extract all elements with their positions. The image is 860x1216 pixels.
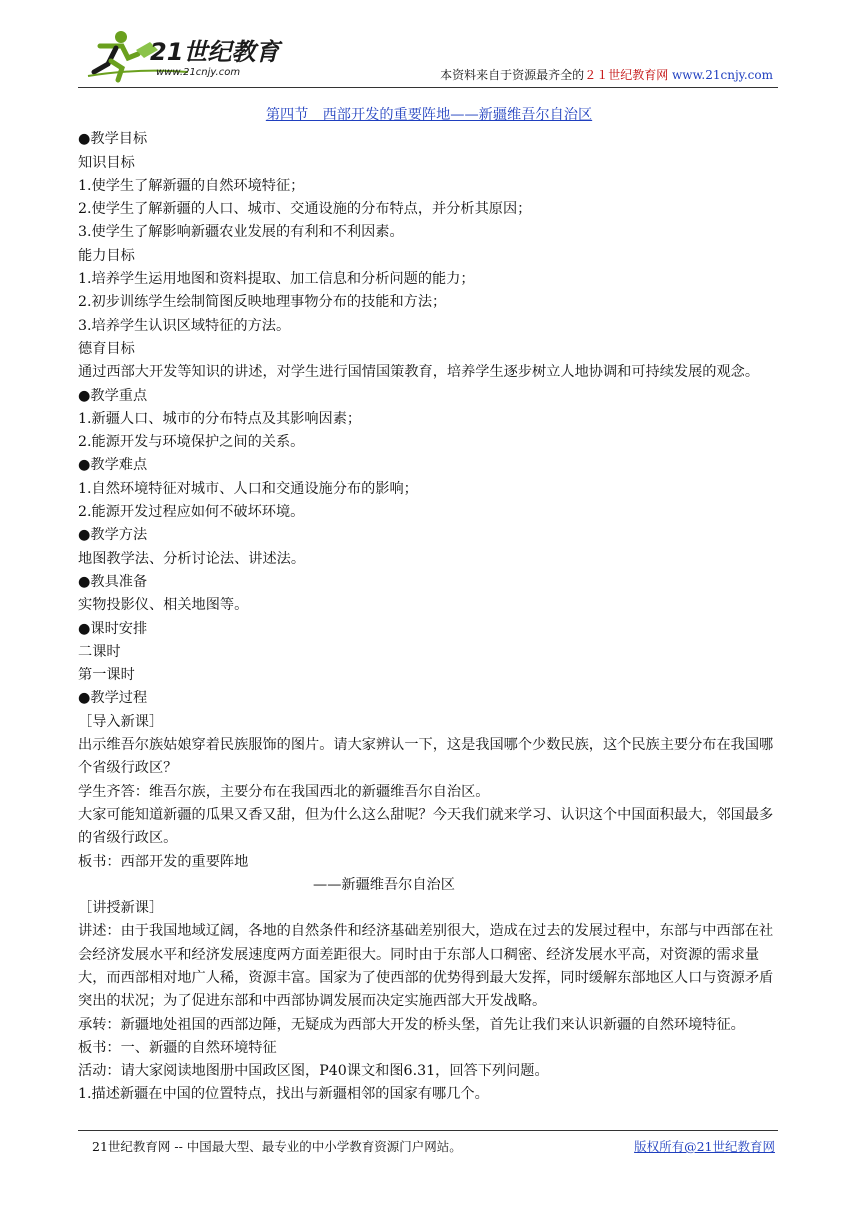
- text-line: 二课时: [78, 643, 121, 660]
- sub-heading: 能力目标: [78, 247, 135, 264]
- text-line: 3.培养学生认识区域特征的方法。: [78, 317, 291, 334]
- text-line: 学生齐答：维吾尔族，主要分布在我国西北的新疆维吾尔自治区。: [78, 783, 490, 800]
- logo-url: www.21cnjy.com: [156, 67, 241, 78]
- footer-divider: [78, 1130, 778, 1131]
- header-note-url[interactable]: www.21cnjy.com: [672, 68, 773, 82]
- logo-text: 21世纪教育: [150, 38, 280, 66]
- section-heading: ●教学方法: [78, 527, 148, 544]
- section-heading: ●课时安排: [78, 620, 148, 637]
- header-note-prefix: 本资料来自于资源最齐全的: [440, 68, 585, 82]
- text-line: 2.能源开发过程应如何不破坏环境。: [78, 504, 305, 521]
- bracket-heading: ［导入新课］: [78, 713, 164, 730]
- text-line: 活动：请大家阅读地图册中国政区图，P40课文和图6.31，回答下列问题。: [78, 1063, 549, 1080]
- text-line: 3.使学生了解影响新疆农业发展的有利和不利因素。: [78, 224, 404, 241]
- footer-site-description: 21世纪教育网 -- 中国最大型、最专业的中小学教育资源门户网站。: [92, 1139, 462, 1154]
- section-heading: ●教学目标: [78, 131, 148, 148]
- text-paragraph: 承转：新疆地处祖国的西部边陲，无疑成为西部大开发的桥头堡，首先让我们来认识新疆的自然环境特征。: [78, 1016, 745, 1033]
- header-source-note: [440, 66, 773, 83]
- section-heading: ●教具准备: [78, 573, 148, 590]
- text-paragraph: 大家可能知道新疆的瓜果又香又甜，但为什么这么甜呢？今天我们就来学习、认识这个中国面积最大，邻国最多的省级行政区。: [78, 806, 774, 847]
- text-line: 板书：一、新疆的自然环境特征: [78, 1039, 277, 1056]
- sub-heading: 德育目标: [78, 340, 135, 357]
- text-line: ——新疆维吾尔自治区: [313, 876, 455, 893]
- text-line: 1.自然环境特征对城市、人口和交通设施分布的影响；: [78, 480, 418, 497]
- text-line: 2.能源开发与环境保护之间的关系。: [78, 434, 305, 451]
- text-line: 1.培养学生运用地图和资料提取、加工信息和分析问题的能力；: [78, 271, 475, 288]
- text-line: 2.使学生了解新疆的人口、城市、交通设施的分布特点，并分析其原因；: [78, 201, 532, 218]
- section-heading: ●教学过程: [78, 690, 148, 707]
- footer-copyright-link[interactable]: 版权所有@21世纪教育网: [634, 1139, 775, 1154]
- text-line: 板书：西部开发的重要阵地: [78, 853, 249, 870]
- text-line: 1.使学生了解新疆的自然环境特征；: [78, 177, 305, 194]
- text-line: 地图教学法、分析讨论法、讲述法。: [78, 550, 306, 567]
- header-note-site[interactable]: ２１世纪教育网: [584, 68, 669, 82]
- sub-heading: 知识目标: [78, 154, 135, 171]
- runner-logo-icon: [78, 28, 288, 84]
- text-paragraph: 出示维吾尔族姑娘穿着民族服饰的图片。请大家辨认一下，这是我国哪个少数民族，这个民族主要分布在我国哪个省级行政区？: [78, 737, 774, 777]
- page-header: [78, 28, 778, 84]
- text-paragraph: 讲述：由于我国地域辽阔，各地的自然条件和经济基础差别很大，造成在过去的发展过程中，东部与中西部在社会经济发展水平和经济发展速度两方面差距很大。同时由于东部人口稠密、经济发展水平高，对资源的需求量大，而西部相对地广人稀，资源丰富。国家为了使西部的优势得到最大发挥，同时缓解东部地区人口与资源矛盾突出的状况；为了促进东部和中西部协调发展而决定实施西部大开发战略。: [78, 923, 774, 1010]
- site-logo[interactable]: [78, 28, 288, 84]
- text-line: 实物投影仪、相关地图等。: [78, 597, 249, 614]
- document-title[interactable]: 第四节 西部开发的重要阵地——新疆维吾尔自治区: [265, 107, 593, 123]
- text-line: 1.描述新疆在中国的位置特点，找出与新疆相邻的国家有哪几个。: [78, 1086, 489, 1103]
- section-heading: ●教学难点: [78, 457, 148, 474]
- text-line: 2.初步训练学生绘制简图反映地理事物分布的技能和方法；: [78, 294, 447, 311]
- section-heading: ●教学重点: [78, 387, 148, 404]
- header-divider: [78, 87, 778, 88]
- text-line: 1.新疆人口、城市的分布特点及其影响因素；: [78, 410, 362, 427]
- bracket-heading: ［讲授新课］: [78, 900, 164, 917]
- text-line: 第一课时: [78, 667, 135, 684]
- text-paragraph: 通过西部大开发等知识的讲述，对学生进行国情国策教育，培养学生逐步树立人地协调和可持续发展的观念。: [78, 364, 760, 381]
- document-body: [78, 104, 780, 1107]
